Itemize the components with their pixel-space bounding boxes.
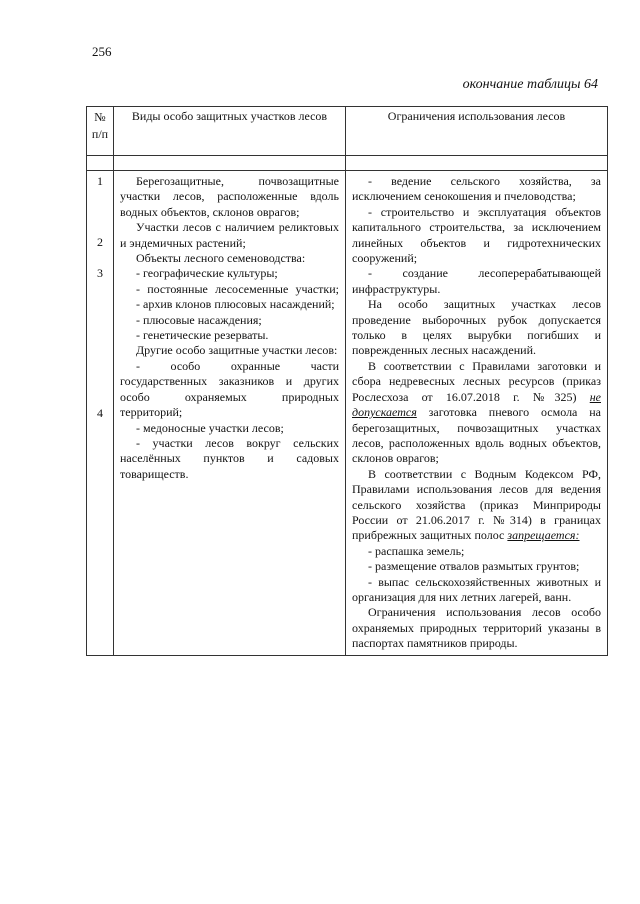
row-number-2: 2 (97, 235, 103, 249)
left-item: - географические культуры; (136, 266, 278, 281)
left-item: Берегозащитные, почвозащитные участки лесов, расположенные вдоль водных объектов, склонов оврагов; (120, 174, 339, 219)
types-column (114, 171, 346, 656)
right-paragraph: - размещение отвалов размытых грунтов; (368, 559, 580, 574)
table-caption: окончание таблицы 64 (462, 77, 598, 92)
table-header-row (87, 107, 608, 156)
right-paragraph: - создание лесоперерабатывающей инфраструктуры. (352, 266, 601, 296)
header-number: № п/п (87, 107, 114, 156)
left-item: Объекты лесного семеноводства: (136, 251, 306, 266)
restrictions-table (86, 106, 608, 656)
emphasis-prohibited: запрещается: (507, 528, 580, 543)
page-number: 256 (92, 44, 112, 59)
emphasis-not-allowed: не допускается (352, 389, 601, 420)
left-item: - особо охранные части государственных заказников и других особо охраняемых природных территорий; (120, 358, 339, 420)
left-item: - генетические резерваты. (136, 328, 269, 343)
right-paragraph: - распашка земель; (368, 543, 465, 558)
header-limits: Ограничения использования лесов (346, 107, 608, 156)
right-paragraph: - ведение сельского хозяйства, за исключением сенокошения и пчеловодства; (352, 174, 601, 204)
left-item: - медоносные участки лесов; (136, 420, 284, 435)
right-paragraph: - строительство и эксплуатация объектов капитального строительства, за исключением линейных объектов и гидротехнических сооружений; (352, 204, 601, 266)
left-item: - участки лесов вокруг сельских населённых пунктов и садовых товариществ. (120, 435, 339, 481)
right-paragraph: - выпас сельскохозяйственных животных и организация для них летних лагерей, ванн. (352, 574, 601, 604)
table-body-row (87, 171, 608, 656)
row-number-3: 3 (97, 266, 103, 280)
left-item: - плюсовые насаждения; (136, 312, 262, 327)
spacer-row (87, 156, 608, 171)
left-item: Участки лесов с наличием реликтовых и эндемичных растений; (120, 220, 339, 250)
right-paragraph (352, 467, 601, 544)
left-item: Другие особо защитные участки лесов: (136, 343, 338, 358)
header-types: Виды особо защитных участков лесов (114, 107, 346, 156)
left-item: - постоянные лесосеменные участки; (136, 281, 339, 296)
paragraph-text: заготовка пневого осмола на берегозащитных, почвозащитных участках лесов, расположенных вдоль водных объектов, склонов оврагов; (352, 405, 601, 466)
paragraph-text: В соответствии с Водным Кодексом РФ, Правилами использования лесов для ведения сельского хозяйства (приказ Минприроды России от 21.06.2017 г. №314) в границах прибрежных защитных полос (352, 466, 601, 543)
number-column (87, 171, 114, 656)
right-paragraph: На особо защитных участках лесов проведение выборочных рубок допускается только в целях вырубки погибших и поврежденных лесных насаждений. (352, 297, 601, 358)
left-item: - архив клонов плюсовых насаждений; (136, 297, 335, 312)
limits-column (346, 171, 608, 656)
paragraph-text: В соответствии с Правилами заготовки и сбора недревесных лесных ресурсов (приказ Рослесхоза от 16.07.2018 г. №325) (352, 358, 601, 404)
right-paragraph (352, 359, 601, 467)
right-paragraph: Ограничения использования лесов особо охраняемых природных территорий указаны в паспортах памятников природы. (352, 605, 601, 651)
row-number-4: 4 (97, 406, 103, 420)
row-number-1: 1 (97, 174, 103, 188)
